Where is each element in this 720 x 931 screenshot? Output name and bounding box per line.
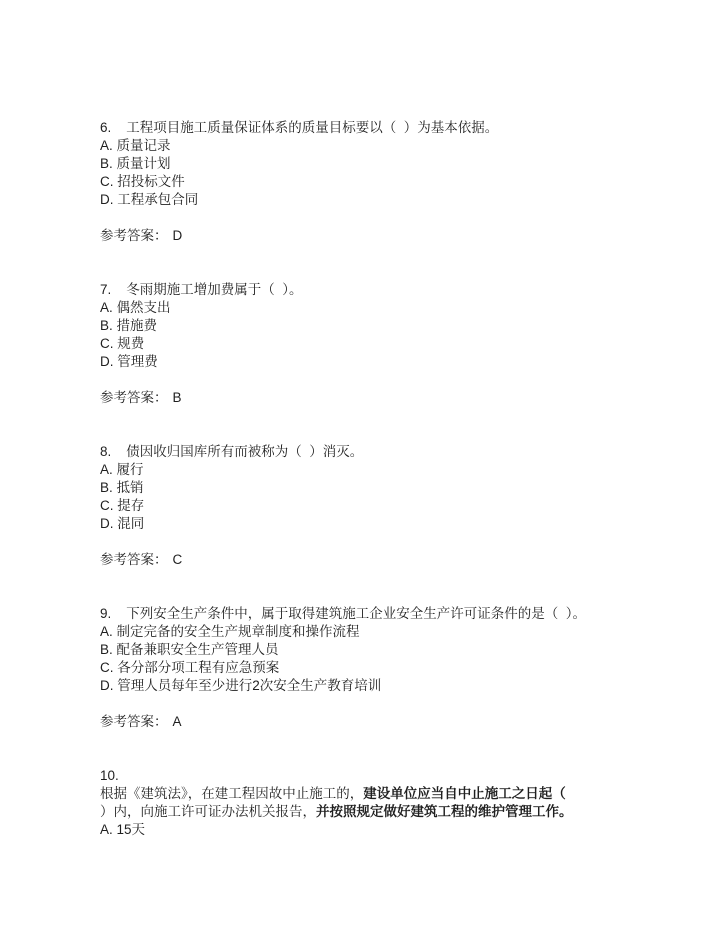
- option-item: C. 提存: [100, 498, 145, 513]
- option-item: A. 质量记录: [100, 138, 171, 153]
- answer-label: 参考答案：: [100, 552, 168, 567]
- option-item: C. 各分部分项工程有应急预案: [100, 660, 280, 675]
- answer-value: C: [172, 552, 183, 567]
- option-item: D. 管理人员每年至少进行2次安全生产教育培训: [100, 678, 382, 693]
- answer-label: 参考答案：: [100, 228, 168, 243]
- answer-line: [100, 551, 628, 569]
- option-item: B. 措施费: [100, 318, 158, 333]
- question-block: [100, 281, 628, 407]
- question-line: [100, 605, 628, 623]
- option-item: D. 混同: [100, 516, 145, 531]
- option-item: A. 履行: [100, 462, 144, 477]
- question-line: [100, 281, 628, 299]
- question-block: [100, 767, 628, 839]
- question-text: 债因收归国库所有而被称为（ ）消灭。: [126, 444, 364, 459]
- option-item: A. 15天: [100, 822, 146, 837]
- option-item: D. 工程承包合同: [100, 192, 199, 207]
- answer-line: [100, 227, 628, 245]
- question-number: 7.: [100, 282, 112, 297]
- answer-label: 参考答案：: [100, 390, 168, 405]
- answer-value: D: [172, 228, 183, 243]
- question-number: 8.: [100, 444, 112, 459]
- answer-value: A: [172, 714, 182, 729]
- question-text-line: [100, 785, 628, 803]
- question-text: 冬雨期施工增加费属于（ ）。: [126, 282, 303, 297]
- question-number: 6.: [100, 120, 112, 135]
- option-item: B. 质量计划: [100, 156, 171, 171]
- question-text-line: [100, 803, 628, 821]
- question-line: [100, 119, 628, 137]
- question-text-segment: ）内，向施工许可证办法机关报告，: [100, 804, 316, 819]
- question-block: [100, 605, 628, 731]
- question-block: [100, 443, 628, 569]
- option-item: B. 配备兼职安全生产管理人员: [100, 642, 279, 657]
- question-block: [100, 119, 628, 245]
- question-text: 工程项目施工质量保证体系的质量目标要以（ ）为基本依据。: [126, 120, 499, 135]
- question-number: 9.: [100, 606, 112, 621]
- answer-label: 参考答案：: [100, 714, 168, 729]
- option-item: A. 制定完备的安全生产规章制度和操作流程: [100, 624, 360, 639]
- answer-line: [100, 713, 628, 731]
- question-number: 10.: [100, 768, 119, 783]
- option-item: B. 抵销: [100, 480, 144, 495]
- answer-line: [100, 389, 628, 407]
- question-text: 下列安全生产条件中，属于取得建筑施工企业安全生产许可证条件的是（ ）。: [126, 606, 587, 621]
- option-item: A. 偶然支出: [100, 300, 171, 315]
- question-text-segment: 建设单位应当自中止施工之日起（: [363, 786, 566, 801]
- option-item: C. 规费: [100, 336, 145, 351]
- question-text-segment: 并按照规定做好建筑工程的维护管理工作。: [316, 804, 573, 819]
- option-item: C. 招投标文件: [100, 174, 185, 189]
- questions-list: [100, 119, 628, 839]
- answer-value: B: [172, 390, 182, 405]
- question-text-segment: 根据《建筑法》，在建工程因故中止施工的，: [100, 786, 364, 801]
- question-line: [100, 443, 628, 461]
- option-item: D. 管理费: [100, 354, 158, 369]
